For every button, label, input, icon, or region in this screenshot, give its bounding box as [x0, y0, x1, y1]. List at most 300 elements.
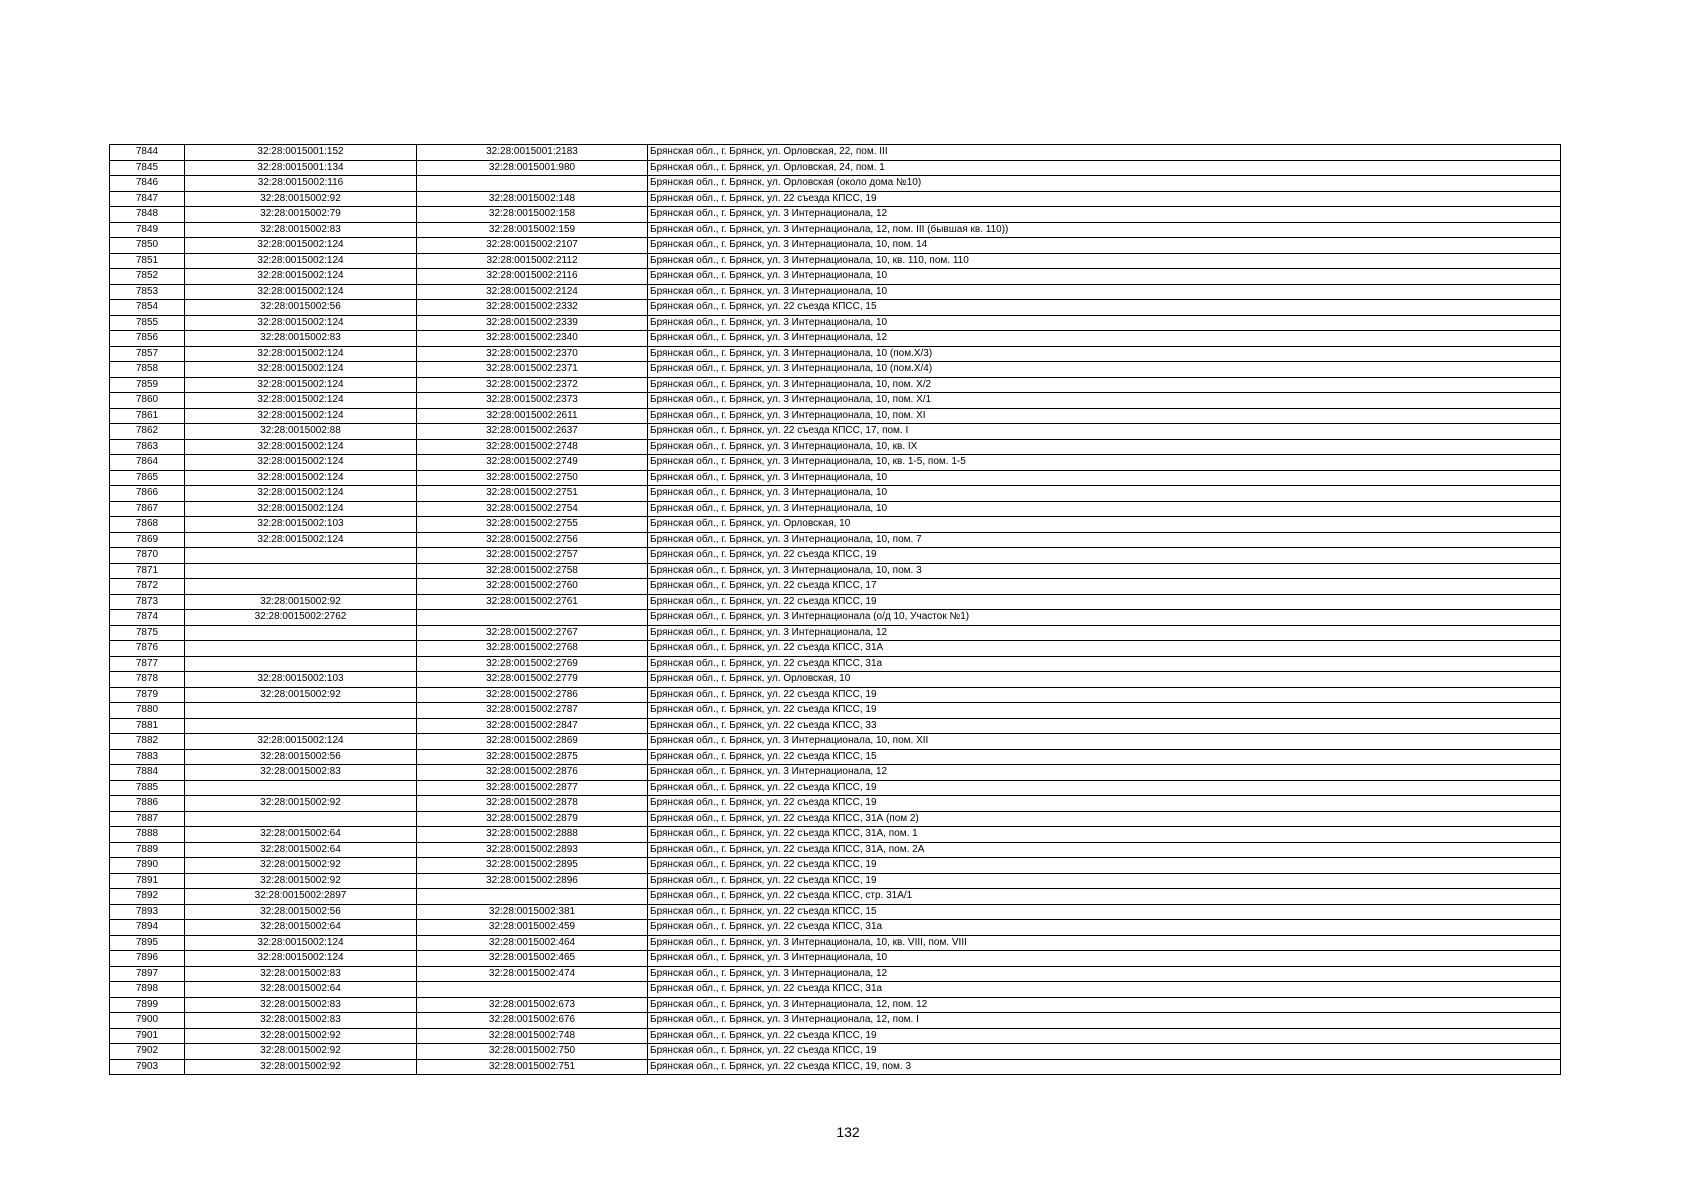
table-row: [110, 982, 1561, 998]
address-cell: Брянская обл., г. Брянск, ул. 22 съезда КПСС, 15: [648, 749, 1561, 765]
land-cadastral-number-cell: 32:28:0015002:64: [185, 982, 417, 998]
row-number-cell: 7895: [110, 935, 185, 951]
address-cell: Брянская обл., г. Брянск, ул. 3 Интернационала, 10: [648, 284, 1561, 300]
row-number-cell: 7897: [110, 966, 185, 982]
row-number-cell: 7894: [110, 920, 185, 936]
object-cadastral-number-cell: 32:28:0015002:2787: [417, 703, 648, 719]
address-cell: Брянская обл., г. Брянск, ул. 3 Интернационала, 10, пом. 7: [648, 532, 1561, 548]
address-cell: Брянская обл., г. Брянск, ул. 22 съезда КПСС, 17: [648, 579, 1561, 595]
row-number-cell: 7903: [110, 1059, 185, 1075]
object-cadastral-number-cell: 32:28:0015002:2107: [417, 238, 648, 254]
object-cadastral-number-cell: 32:28:0015002:2370: [417, 346, 648, 362]
table-row: [110, 935, 1561, 951]
land-cadastral-number-cell: 32:28:0015002:92: [185, 1044, 417, 1060]
land-cadastral-number-cell: 32:28:0015002:103: [185, 672, 417, 688]
table-row: [110, 331, 1561, 347]
row-number-cell: 7857: [110, 346, 185, 362]
address-cell: Брянская обл., г. Брянск, ул. 3 Интернационала, 10, кв. VIII, пом. VIII: [648, 935, 1561, 951]
address-cell: Брянская обл., г. Брянск, ул. 3 Интернационала, 10: [648, 951, 1561, 967]
table-row: [110, 517, 1561, 533]
address-cell: Брянская обл., г. Брянск, ул. Орловская, 10: [648, 517, 1561, 533]
table-row: [110, 734, 1561, 750]
row-number-cell: 7886: [110, 796, 185, 812]
land-cadastral-number-cell: 32:28:0015002:92: [185, 873, 417, 889]
object-cadastral-number-cell: 32:28:0015002:2749: [417, 455, 648, 471]
table-row: [110, 145, 1561, 161]
address-cell: Брянская обл., г. Брянск, ул. 3 Интернационала, 10, пом. Х/2: [648, 377, 1561, 393]
row-number-cell: 7881: [110, 718, 185, 734]
row-number-cell: 7846: [110, 176, 185, 192]
address-cell: Брянская обл., г. Брянск, ул. 22 съезда КПСС, 19: [648, 796, 1561, 812]
table-row: [110, 594, 1561, 610]
address-cell: Брянская обл., г. Брянск, ул. 3 Интернационала, 10: [648, 269, 1561, 285]
row-number-cell: 7878: [110, 672, 185, 688]
address-cell: Брянская обл., г. Брянск, ул. 3 Интернационала, 12: [648, 207, 1561, 223]
address-cell: Брянская обл., г. Брянск, ул. 22 съезда КПСС, 19: [648, 1028, 1561, 1044]
land-cadastral-number-cell: 32:28:0015002:124: [185, 393, 417, 409]
table-row: [110, 346, 1561, 362]
object-cadastral-number-cell: 32:28:0015002:2754: [417, 501, 648, 517]
row-number-cell: 7876: [110, 641, 185, 657]
row-number-cell: 7845: [110, 160, 185, 176]
table-row: [110, 501, 1561, 517]
address-cell: Брянская обл., г. Брянск, ул. 22 съезда КПСС, 19: [648, 1044, 1561, 1060]
address-cell: Брянская обл., г. Брянск, ул. 22 съезда КПСС, 15: [648, 904, 1561, 920]
table-row: [110, 641, 1561, 657]
object-cadastral-number-cell: 32:28:0015002:676: [417, 1013, 648, 1029]
object-cadastral-number-cell: 32:28:0015002:159: [417, 222, 648, 238]
object-cadastral-number-cell: 32:28:0015002:2339: [417, 315, 648, 331]
land-cadastral-number-cell: 32:28:0015002:124: [185, 346, 417, 362]
table-row: [110, 1044, 1561, 1060]
land-cadastral-number-cell: [185, 811, 417, 827]
table-row: [110, 315, 1561, 331]
row-number-cell: 7848: [110, 207, 185, 223]
table-row: [110, 858, 1561, 874]
object-cadastral-number-cell: 32:28:0015002:2879: [417, 811, 648, 827]
land-cadastral-number-cell: 32:28:0015002:83: [185, 222, 417, 238]
table-row: [110, 470, 1561, 486]
row-number-cell: 7873: [110, 594, 185, 610]
table-row: [110, 439, 1561, 455]
address-cell: Брянская обл., г. Брянск, ул. 3 Интернационала, 10, пом. 14: [648, 238, 1561, 254]
object-cadastral-number-cell: 32:28:0015002:748: [417, 1028, 648, 1044]
address-cell: Брянская обл., г. Брянск, ул. 3 Интернационала, 10: [648, 315, 1561, 331]
table-row: [110, 749, 1561, 765]
land-cadastral-number-cell: 32:28:0015002:92: [185, 1028, 417, 1044]
table-row: [110, 703, 1561, 719]
land-cadastral-number-cell: 32:28:0015002:124: [185, 734, 417, 750]
land-cadastral-number-cell: [185, 579, 417, 595]
land-cadastral-number-cell: 32:28:0015002:92: [185, 594, 417, 610]
object-cadastral-number-cell: 32:28:0015001:980: [417, 160, 648, 176]
object-cadastral-number-cell: 32:28:0015002:158: [417, 207, 648, 223]
land-cadastral-number-cell: 32:28:0015002:88: [185, 424, 417, 440]
table-row: [110, 207, 1561, 223]
object-cadastral-number-cell: 32:28:0015002:381: [417, 904, 648, 920]
row-number-cell: 7888: [110, 827, 185, 843]
land-cadastral-number-cell: 32:28:0015002:124: [185, 315, 417, 331]
object-cadastral-number-cell: [417, 982, 648, 998]
object-cadastral-number-cell: 32:28:0015002:2847: [417, 718, 648, 734]
object-cadastral-number-cell: 32:28:0015002:2876: [417, 765, 648, 781]
object-cadastral-number-cell: 32:28:0015002:2758: [417, 563, 648, 579]
address-cell: Брянская обл., г. Брянск, ул. 3 Интернационала, 10, кв. 110, пом. 110: [648, 253, 1561, 269]
land-cadastral-number-cell: 32:28:0015002:124: [185, 935, 417, 951]
address-cell: Брянская обл., г. Брянск, ул. 22 съезда КПСС, 19: [648, 858, 1561, 874]
table-row: [110, 904, 1561, 920]
land-cadastral-number-cell: 32:28:0015002:124: [185, 470, 417, 486]
page-number: 132: [836, 1124, 860, 1140]
register-table: [109, 144, 1561, 1075]
object-cadastral-number-cell: 32:28:0015002:2877: [417, 780, 648, 796]
land-cadastral-number-cell: 32:28:0015001:134: [185, 160, 417, 176]
row-number-cell: 7889: [110, 842, 185, 858]
address-cell: Брянская обл., г. Брянск, ул. 22 съезда КПСС, 19: [648, 873, 1561, 889]
table-row: [110, 160, 1561, 176]
row-number-cell: 7855: [110, 315, 185, 331]
row-number-cell: 7865: [110, 470, 185, 486]
address-cell: Брянская обл., г. Брянск, ул. 22 съезда КПСС, 19: [648, 687, 1561, 703]
address-cell: Брянская обл., г. Брянск, ул. Орловская, 24, пом. 1: [648, 160, 1561, 176]
land-cadastral-number-cell: 32:28:0015002:79: [185, 207, 417, 223]
table-row: [110, 873, 1561, 889]
table-row: [110, 951, 1561, 967]
row-number-cell: 7901: [110, 1028, 185, 1044]
object-cadastral-number-cell: 32:28:0015001:2183: [417, 145, 648, 161]
row-number-cell: 7882: [110, 734, 185, 750]
object-cadastral-number-cell: 32:28:0015002:2768: [417, 641, 648, 657]
row-number-cell: 7899: [110, 997, 185, 1013]
land-cadastral-number-cell: 32:28:0015002:83: [185, 1013, 417, 1029]
object-cadastral-number-cell: 32:28:0015002:2748: [417, 439, 648, 455]
land-cadastral-number-cell: 32:28:0015002:2897: [185, 889, 417, 905]
register-table-body: [110, 145, 1561, 1075]
row-number-cell: 7875: [110, 625, 185, 641]
table-row: [110, 284, 1561, 300]
table-row: [110, 300, 1561, 316]
row-number-cell: 7859: [110, 377, 185, 393]
object-cadastral-number-cell: 32:28:0015002:2760: [417, 579, 648, 595]
table-row: [110, 455, 1561, 471]
table-row: [110, 765, 1561, 781]
table-row: [110, 532, 1561, 548]
land-cadastral-number-cell: [185, 718, 417, 734]
object-cadastral-number-cell: 32:28:0015002:2371: [417, 362, 648, 378]
row-number-cell: 7866: [110, 486, 185, 502]
object-cadastral-number-cell: 32:28:0015002:2896: [417, 873, 648, 889]
land-cadastral-number-cell: 32:28:0015002:124: [185, 951, 417, 967]
land-cadastral-number-cell: 32:28:0015002:124: [185, 532, 417, 548]
table-row: [110, 238, 1561, 254]
row-number-cell: 7880: [110, 703, 185, 719]
row-number-cell: 7862: [110, 424, 185, 440]
row-number-cell: 7851: [110, 253, 185, 269]
object-cadastral-number-cell: [417, 176, 648, 192]
address-cell: Брянская обл., г. Брянск, ул. 22 съезда КПСС, 19: [648, 594, 1561, 610]
address-cell: Брянская обл., г. Брянск, ул. 3 Интернационала, 12, пом. III (бывшая кв. 110)): [648, 222, 1561, 238]
table-row: [110, 176, 1561, 192]
address-cell: Брянская обл., г. Брянск, ул. Орловская, 10: [648, 672, 1561, 688]
land-cadastral-number-cell: 32:28:0015002:64: [185, 827, 417, 843]
row-number-cell: 7858: [110, 362, 185, 378]
table-row: [110, 1059, 1561, 1075]
land-cadastral-number-cell: [185, 656, 417, 672]
object-cadastral-number-cell: 32:28:0015002:2340: [417, 331, 648, 347]
table-row: [110, 486, 1561, 502]
object-cadastral-number-cell: 32:28:0015002:2757: [417, 548, 648, 564]
table-row: [110, 811, 1561, 827]
land-cadastral-number-cell: 32:28:0015002:124: [185, 362, 417, 378]
row-number-cell: 7869: [110, 532, 185, 548]
object-cadastral-number-cell: [417, 889, 648, 905]
object-cadastral-number-cell: 32:28:0015002:2878: [417, 796, 648, 812]
land-cadastral-number-cell: [185, 563, 417, 579]
land-cadastral-number-cell: 32:28:0015002:64: [185, 842, 417, 858]
row-number-cell: 7864: [110, 455, 185, 471]
object-cadastral-number-cell: 32:28:0015002:2124: [417, 284, 648, 300]
row-number-cell: 7854: [110, 300, 185, 316]
table-row: [110, 424, 1561, 440]
object-cadastral-number-cell: 32:28:0015002:2116: [417, 269, 648, 285]
address-cell: Брянская обл., г. Брянск, ул. 3 Интернационала, 10 (пом.Х/4): [648, 362, 1561, 378]
row-number-cell: 7860: [110, 393, 185, 409]
table-row: [110, 393, 1561, 409]
table-row: [110, 672, 1561, 688]
object-cadastral-number-cell: 32:28:0015002:2761: [417, 594, 648, 610]
row-number-cell: 7850: [110, 238, 185, 254]
address-cell: Брянская обл., г. Брянск, ул. 22 съезда КПСС, 31А, пом. 1: [648, 827, 1561, 843]
land-cadastral-number-cell: 32:28:0015002:56: [185, 904, 417, 920]
address-cell: Брянская обл., г. Брянск, ул. 22 съезда КПСС, 31А (пом 2): [648, 811, 1561, 827]
object-cadastral-number-cell: 32:28:0015002:2769: [417, 656, 648, 672]
row-number-cell: 7883: [110, 749, 185, 765]
row-number-cell: 7871: [110, 563, 185, 579]
object-cadastral-number-cell: 32:28:0015002:2611: [417, 408, 648, 424]
land-cadastral-number-cell: 32:28:0015001:152: [185, 145, 417, 161]
row-number-cell: 7891: [110, 873, 185, 889]
object-cadastral-number-cell: 32:28:0015002:673: [417, 997, 648, 1013]
address-cell: Брянская обл., г. Брянск, ул. 3 Интернационала, 10: [648, 501, 1561, 517]
row-number-cell: 7861: [110, 408, 185, 424]
address-cell: Брянская обл., г. Брянск, ул. 22 съезда КПСС, 15: [648, 300, 1561, 316]
object-cadastral-number-cell: 32:28:0015002:464: [417, 935, 648, 951]
object-cadastral-number-cell: 32:28:0015002:2372: [417, 377, 648, 393]
address-cell: Брянская обл., г. Брянск, ул. 22 съезда КПСС, 31а: [648, 920, 1561, 936]
land-cadastral-number-cell: 32:28:0015002:124: [185, 377, 417, 393]
row-number-cell: 7896: [110, 951, 185, 967]
table-row: [110, 842, 1561, 858]
address-cell: Брянская обл., г. Брянск, ул. 3 Интернационала, 12: [648, 966, 1561, 982]
object-cadastral-number-cell: 32:28:0015002:2751: [417, 486, 648, 502]
object-cadastral-number-cell: 32:28:0015002:2779: [417, 672, 648, 688]
land-cadastral-number-cell: 32:28:0015002:124: [185, 253, 417, 269]
table-row: [110, 625, 1561, 641]
address-cell: Брянская обл., г. Брянск, ул. 22 съезда КПСС, стр. 31А/1: [648, 889, 1561, 905]
object-cadastral-number-cell: 32:28:0015002:459: [417, 920, 648, 936]
object-cadastral-number-cell: 32:28:0015002:2895: [417, 858, 648, 874]
address-cell: Брянская обл., г. Брянск, ул. 3 Интернационала, 12, пом. I: [648, 1013, 1561, 1029]
land-cadastral-number-cell: [185, 780, 417, 796]
land-cadastral-number-cell: 32:28:0015002:124: [185, 486, 417, 502]
row-number-cell: 7879: [110, 687, 185, 703]
address-cell: Брянская обл., г. Брянск, ул. 22 съезда КПСС, 19: [648, 548, 1561, 564]
address-cell: Брянская обл., г. Брянск, ул. 3 Интернационала, 10, пом. 3: [648, 563, 1561, 579]
address-cell: Брянская обл., г. Брянск, ул. 3 Интернационала, 10, пом. XI: [648, 408, 1561, 424]
address-cell: Брянская обл., г. Брянск, ул. 22 съезда КПСС, 19: [648, 191, 1561, 207]
land-cadastral-number-cell: 32:28:0015002:83: [185, 765, 417, 781]
object-cadastral-number-cell: 32:28:0015002:148: [417, 191, 648, 207]
row-number-cell: 7852: [110, 269, 185, 285]
row-number-cell: 7853: [110, 284, 185, 300]
row-number-cell: 7870: [110, 548, 185, 564]
table-row: [110, 656, 1561, 672]
address-cell: Брянская обл., г. Брянск, ул. 22 съезда КПСС, 19: [648, 703, 1561, 719]
address-cell: Брянская обл., г. Брянск, ул. Орловская (около дома №10): [648, 176, 1561, 192]
object-cadastral-number-cell: [417, 610, 648, 626]
table-row: [110, 997, 1561, 1013]
land-cadastral-number-cell: [185, 703, 417, 719]
table-row: [110, 1013, 1561, 1029]
land-cadastral-number-cell: 32:28:0015002:116: [185, 176, 417, 192]
table-row: [110, 362, 1561, 378]
land-cadastral-number-cell: 32:28:0015002:124: [185, 269, 417, 285]
land-cadastral-number-cell: 32:28:0015002:92: [185, 858, 417, 874]
row-number-cell: 7877: [110, 656, 185, 672]
address-cell: Брянская обл., г. Брянск, ул. 22 съезда КПСС, 31а: [648, 982, 1561, 998]
row-number-cell: 7867: [110, 501, 185, 517]
object-cadastral-number-cell: 32:28:0015002:2373: [417, 393, 648, 409]
table-row: [110, 796, 1561, 812]
row-number-cell: 7874: [110, 610, 185, 626]
row-number-cell: 7885: [110, 780, 185, 796]
row-number-cell: 7872: [110, 579, 185, 595]
row-number-cell: 7868: [110, 517, 185, 533]
address-cell: Брянская обл., г. Брянск, ул. 3 Интернационала, 12, пом. 12: [648, 997, 1561, 1013]
object-cadastral-number-cell: 32:28:0015002:751: [417, 1059, 648, 1075]
row-number-cell: 7844: [110, 145, 185, 161]
table-row: [110, 269, 1561, 285]
land-cadastral-number-cell: 32:28:0015002:92: [185, 796, 417, 812]
address-cell: Брянская обл., г. Брянск, ул. 22 съезда КПСС, 31а: [648, 656, 1561, 672]
row-number-cell: 7893: [110, 904, 185, 920]
table-row: [110, 222, 1561, 238]
land-cadastral-number-cell: 32:28:0015002:124: [185, 439, 417, 455]
object-cadastral-number-cell: 32:28:0015002:474: [417, 966, 648, 982]
land-cadastral-number-cell: 32:28:0015002:2762: [185, 610, 417, 626]
address-cell: Брянская обл., г. Брянск, ул. 3 Интернационала, 10: [648, 470, 1561, 486]
address-cell: Брянская обл., г. Брянск, ул. 22 съезда КПСС, 17, пом. I: [648, 424, 1561, 440]
land-cadastral-number-cell: 32:28:0015002:83: [185, 966, 417, 982]
address-cell: Брянская обл., г. Брянск, ул. Орловская, 22, пом. III: [648, 145, 1561, 161]
address-cell: Брянская обл., г. Брянск, ул. 3 Интернационала (о/д 10, Участок №1): [648, 610, 1561, 626]
land-cadastral-number-cell: 32:28:0015002:124: [185, 501, 417, 517]
land-cadastral-number-cell: 32:28:0015002:56: [185, 300, 417, 316]
table-row: [110, 191, 1561, 207]
land-cadastral-number-cell: 32:28:0015002:92: [185, 1059, 417, 1075]
address-cell: Брянская обл., г. Брянск, ул. 3 Интернационала, 10, пом. XII: [648, 734, 1561, 750]
address-cell: Брянская обл., г. Брянск, ул. 22 съезда КПСС, 19, пом. 3: [648, 1059, 1561, 1075]
row-number-cell: 7902: [110, 1044, 185, 1060]
table-row: [110, 966, 1561, 982]
address-cell: Брянская обл., г. Брянск, ул. 3 Интернационала, 10 (пом.Х/3): [648, 346, 1561, 362]
table-row: [110, 377, 1561, 393]
land-cadastral-number-cell: 32:28:0015002:124: [185, 455, 417, 471]
object-cadastral-number-cell: 32:28:0015002:2112: [417, 253, 648, 269]
object-cadastral-number-cell: 32:28:0015002:2869: [417, 734, 648, 750]
address-cell: Брянская обл., г. Брянск, ул. 22 съезда КПСС, 31А, пом. 2А: [648, 842, 1561, 858]
object-cadastral-number-cell: 32:28:0015002:750: [417, 1044, 648, 1060]
object-cadastral-number-cell: 32:28:0015002:2332: [417, 300, 648, 316]
address-cell: Брянская обл., г. Брянск, ул. 22 съезда КПСС, 33: [648, 718, 1561, 734]
object-cadastral-number-cell: 32:28:0015002:2637: [417, 424, 648, 440]
object-cadastral-number-cell: 32:28:0015002:2893: [417, 842, 648, 858]
address-cell: Брянская обл., г. Брянск, ул. 3 Интернационала, 10, кв. 1-5, пом. 1-5: [648, 455, 1561, 471]
table-row: [110, 780, 1561, 796]
address-cell: Брянская обл., г. Брянск, ул. 3 Интернационала, 12: [648, 625, 1561, 641]
land-cadastral-number-cell: [185, 548, 417, 564]
row-number-cell: 7849: [110, 222, 185, 238]
address-cell: Брянская обл., г. Брянск, ул. 3 Интернационала, 10: [648, 486, 1561, 502]
row-number-cell: 7892: [110, 889, 185, 905]
table-row: [110, 253, 1561, 269]
table-row: [110, 548, 1561, 564]
table-row: [110, 718, 1561, 734]
table-row: [110, 408, 1561, 424]
table-row: [110, 1028, 1561, 1044]
object-cadastral-number-cell: 32:28:0015002:465: [417, 951, 648, 967]
object-cadastral-number-cell: 32:28:0015002:2875: [417, 749, 648, 765]
table-row: [110, 889, 1561, 905]
land-cadastral-number-cell: 32:28:0015002:92: [185, 191, 417, 207]
land-cadastral-number-cell: 32:28:0015002:124: [185, 408, 417, 424]
object-cadastral-number-cell: 32:28:0015002:2786: [417, 687, 648, 703]
table-row: [110, 610, 1561, 626]
row-number-cell: 7900: [110, 1013, 185, 1029]
object-cadastral-number-cell: 32:28:0015002:2888: [417, 827, 648, 843]
address-cell: Брянская обл., г. Брянск, ул. 22 съезда КПСС, 31А: [648, 641, 1561, 657]
land-cadastral-number-cell: 32:28:0015002:83: [185, 331, 417, 347]
land-cadastral-number-cell: [185, 625, 417, 641]
row-number-cell: 7890: [110, 858, 185, 874]
table-row: [110, 563, 1561, 579]
object-cadastral-number-cell: 32:28:0015002:2756: [417, 532, 648, 548]
row-number-cell: 7898: [110, 982, 185, 998]
table-row: [110, 920, 1561, 936]
land-cadastral-number-cell: 32:28:0015002:124: [185, 284, 417, 300]
row-number-cell: 7856: [110, 331, 185, 347]
row-number-cell: 7884: [110, 765, 185, 781]
address-cell: Брянская обл., г. Брянск, ул. 22 съезда КПСС, 19: [648, 780, 1561, 796]
land-cadastral-number-cell: 32:28:0015002:56: [185, 749, 417, 765]
row-number-cell: 7887: [110, 811, 185, 827]
land-cadastral-number-cell: 32:28:0015002:103: [185, 517, 417, 533]
land-cadastral-number-cell: 32:28:0015002:92: [185, 687, 417, 703]
address-cell: Брянская обл., г. Брянск, ул. 3 Интернационала, 10, пом. Х/1: [648, 393, 1561, 409]
table-row: [110, 579, 1561, 595]
land-cadastral-number-cell: 32:28:0015002:124: [185, 238, 417, 254]
land-cadastral-number-cell: [185, 641, 417, 657]
address-cell: Брянская обл., г. Брянск, ул. 3 Интернационала, 10, кв. IX: [648, 439, 1561, 455]
row-number-cell: 7863: [110, 439, 185, 455]
object-cadastral-number-cell: 32:28:0015002:2767: [417, 625, 648, 641]
table-row: [110, 827, 1561, 843]
land-cadastral-number-cell: 32:28:0015002:83: [185, 997, 417, 1013]
object-cadastral-number-cell: 32:28:0015002:2755: [417, 517, 648, 533]
address-cell: Брянская обл., г. Брянск, ул. 3 Интернационала, 12: [648, 331, 1561, 347]
land-cadastral-number-cell: 32:28:0015002:64: [185, 920, 417, 936]
row-number-cell: 7847: [110, 191, 185, 207]
